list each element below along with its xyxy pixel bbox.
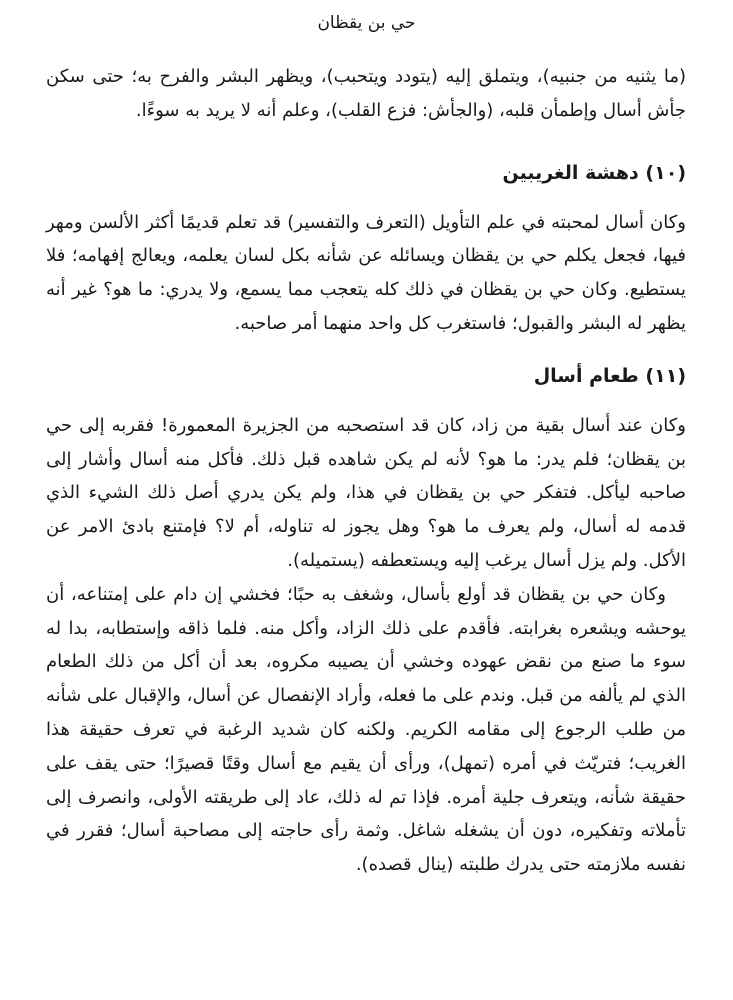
intro-paragraph: (ما يثنيه من جنبيه)، ويتملق إليه (يتودد ويتحبب)، ويظهر البشر والفرح به؛ حتى سكن جأش أسال وإطمأن قلبه، (والجأش: فزع القلب)، وعلم أنه لا يريد به سوءًا. [46, 66, 686, 121]
section-heading-11: (١١) طعام أسال [533, 364, 686, 387]
spacer [46, 341, 686, 361]
spacer [46, 188, 686, 206]
section-heading-10: (١٠) دهشة الغريبين [502, 161, 686, 184]
section-11-paragraph-1: وكان عند أسال بقية من زاد، كان قد استصحبه من الجزيرة المعمورة! فقربه إلى حي بن يقظان؛ فلم يدر: ما هو؟ لأنه لم يكن شاهده قبل ذلك. فأكل منه أسال وأشار إلى صاحبه ليأكل. فتفكر حي بن يقظان في هذا، ولم يكن يدري أصل ذلك الشيء الذي قدمه له أسال، ولم يعرف ما هو؟ وهل يجوز له تناوله، أم لا؟ فإمتنع بادئ الامر عن الأكل. ولم يزل أسال يرغب إليه ويستعطفه (يستميله). [46, 414, 686, 571]
spacer [46, 391, 686, 409]
section-11-paragraph-2: وكان حي بن يقظان قد أولع بأسال، وشغف به حبًا؛ فخشي إن دام على إمتناعه، أن يوحشه ويشعره بغرابته. فأقدم على ذلك الزاد، وأكل منه. فلما ذاقه وإستطابه، بدا له سوء ما صنع من نقض عهوده وخشي أن يصيبه مكروه، بعد أن أكل من ذلك الطعام الذي لم يألفه من قبل. وندم على ما فعله، وأراد الإنفصال عن أسال، والإقبال على شأنه من طلب الرجوع إلى مقامه الكريم. ولكنه كان شديد الرغبة في تعرف حقيقة هذا الغريب؛ فتريّث في أمره (تمهل)، ورأى أن يقيم مع أسال وقتًا قصيرًا؛ حتى يقف على حقيقة شأنه، ويتعرف جلية أمره. فإذا تم له ذلك، عاد إلى طريقته الأولى، وانصرف إلى تأملاته وتفكيره، دون أن يشغله شاغل. وثمة رأى حاجته إلى مصاحبة أسال؛ فقرر في نفسه ملازمته حتى يدرك طلبته (ينال قصده). [46, 583, 686, 876]
spacer [46, 128, 686, 158]
page-body [46, 60, 686, 882]
running-header: حي بن يقظان [317, 13, 416, 33]
section-10-paragraph: وكان أسال لمحبته في علم التأويل (التعرف والتفسير) قد تعلم قديمًا أكثر الألسن ومهر فيها، فجعل يكلم حي بن يقظان ويسائله عن شأنه بكل لسان يعلمه، ويعالج إفهامه؛ فلا يستطيع. وكان حي بن يقظان في ذلك كله يتعجب مما يسمع، ولا يدري: ما هو؟ غير أنه يظهر له البشر والقبول؛ فاستغرب كل واحد منهما أمر صاحبه. [46, 211, 686, 334]
